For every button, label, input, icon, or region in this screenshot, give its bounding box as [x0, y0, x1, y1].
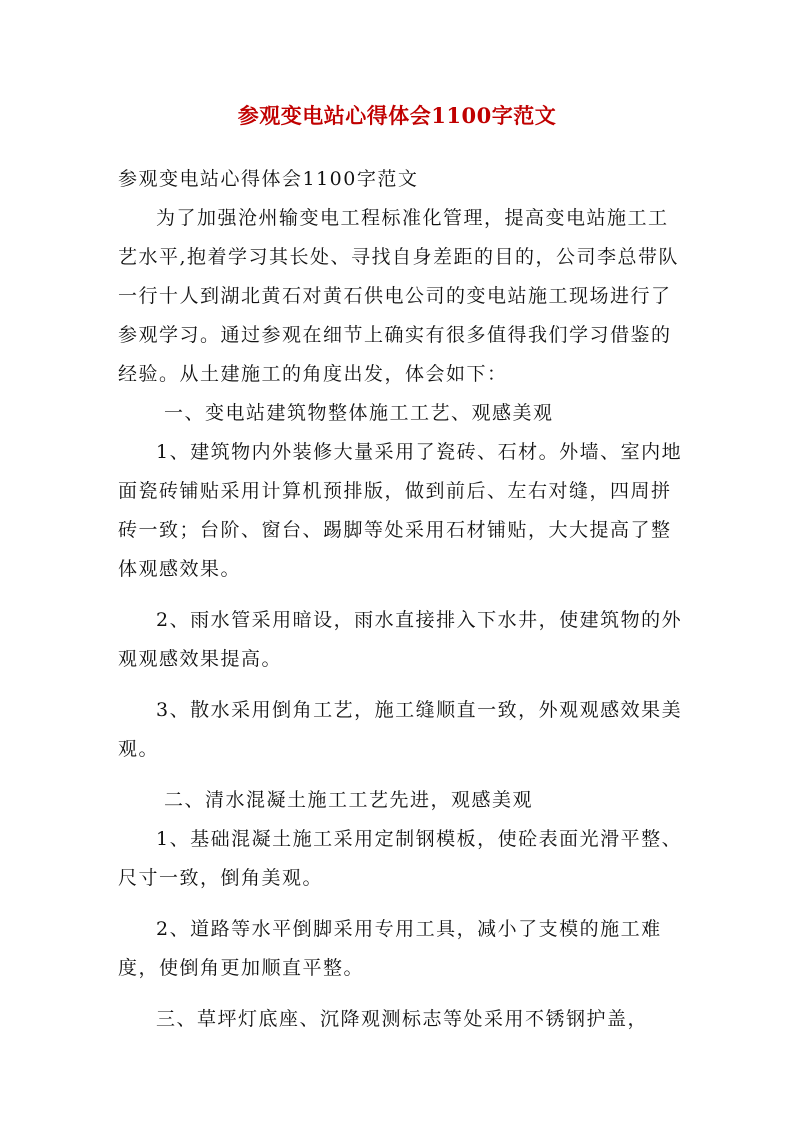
heading-section-3: 三、草坪灯底座、沉降观测标志等处采用不锈钢护盖，	[156, 1008, 649, 1030]
paragraph-item-2-1: 1、基础混凝土施工采用定制钢模板，使砼表面光滑平整、尺寸一致，倒角美观。	[118, 828, 683, 889]
paragraph-item-2-2: 2、道路等水平倒脚采用专用工具，减小了支模的施工难度，使倒角更加顺直平整。	[118, 918, 662, 979]
heading-section-1: 一、变电站建筑物整体施工工艺、观感美观	[164, 402, 554, 424]
document-subtitle: 参观变电站心得体会1100字范文	[118, 168, 419, 190]
paragraph-intro: 为了加强沧州输变电工程标准化管理，提高变电站施工工艺水平,抱着学习其长处、寻找自身差距的目的，公司李总带队一行十人到湖北黄石对黄石供电公司的变电站施工现场进行了参观学习。通过参观在细节上确实有很多值得我们学习借鉴的经验。从土建施工的角度出发，体会如下：	[118, 207, 680, 385]
paragraph-item-1-3: 3、散水采用倒角工艺，施工缝顺直一致，外观观感效果美观。	[118, 699, 683, 760]
document-body	[118, 160, 684, 1039]
paragraph-item-1-1: 1、建筑物内外装修大量采用了瓷砖、石材。外墙、室内地面瓷砖铺贴采用计算机预排版，做到前后、左右对缝，四周拼砖一致；台阶、窗台、踢脚等处采用石材铺贴，大大提高了整体观感效果。	[118, 441, 683, 580]
paragraph-item-1-2: 2、雨水管采用暗设，雨水直接排入下水井，使建筑物的外观观感效果提高。	[118, 609, 683, 670]
heading-section-2: 二、清水混凝土施工工艺先进，观感美观	[164, 789, 534, 811]
document-title: 参观变电站心得体会1100字范文	[237, 103, 557, 128]
